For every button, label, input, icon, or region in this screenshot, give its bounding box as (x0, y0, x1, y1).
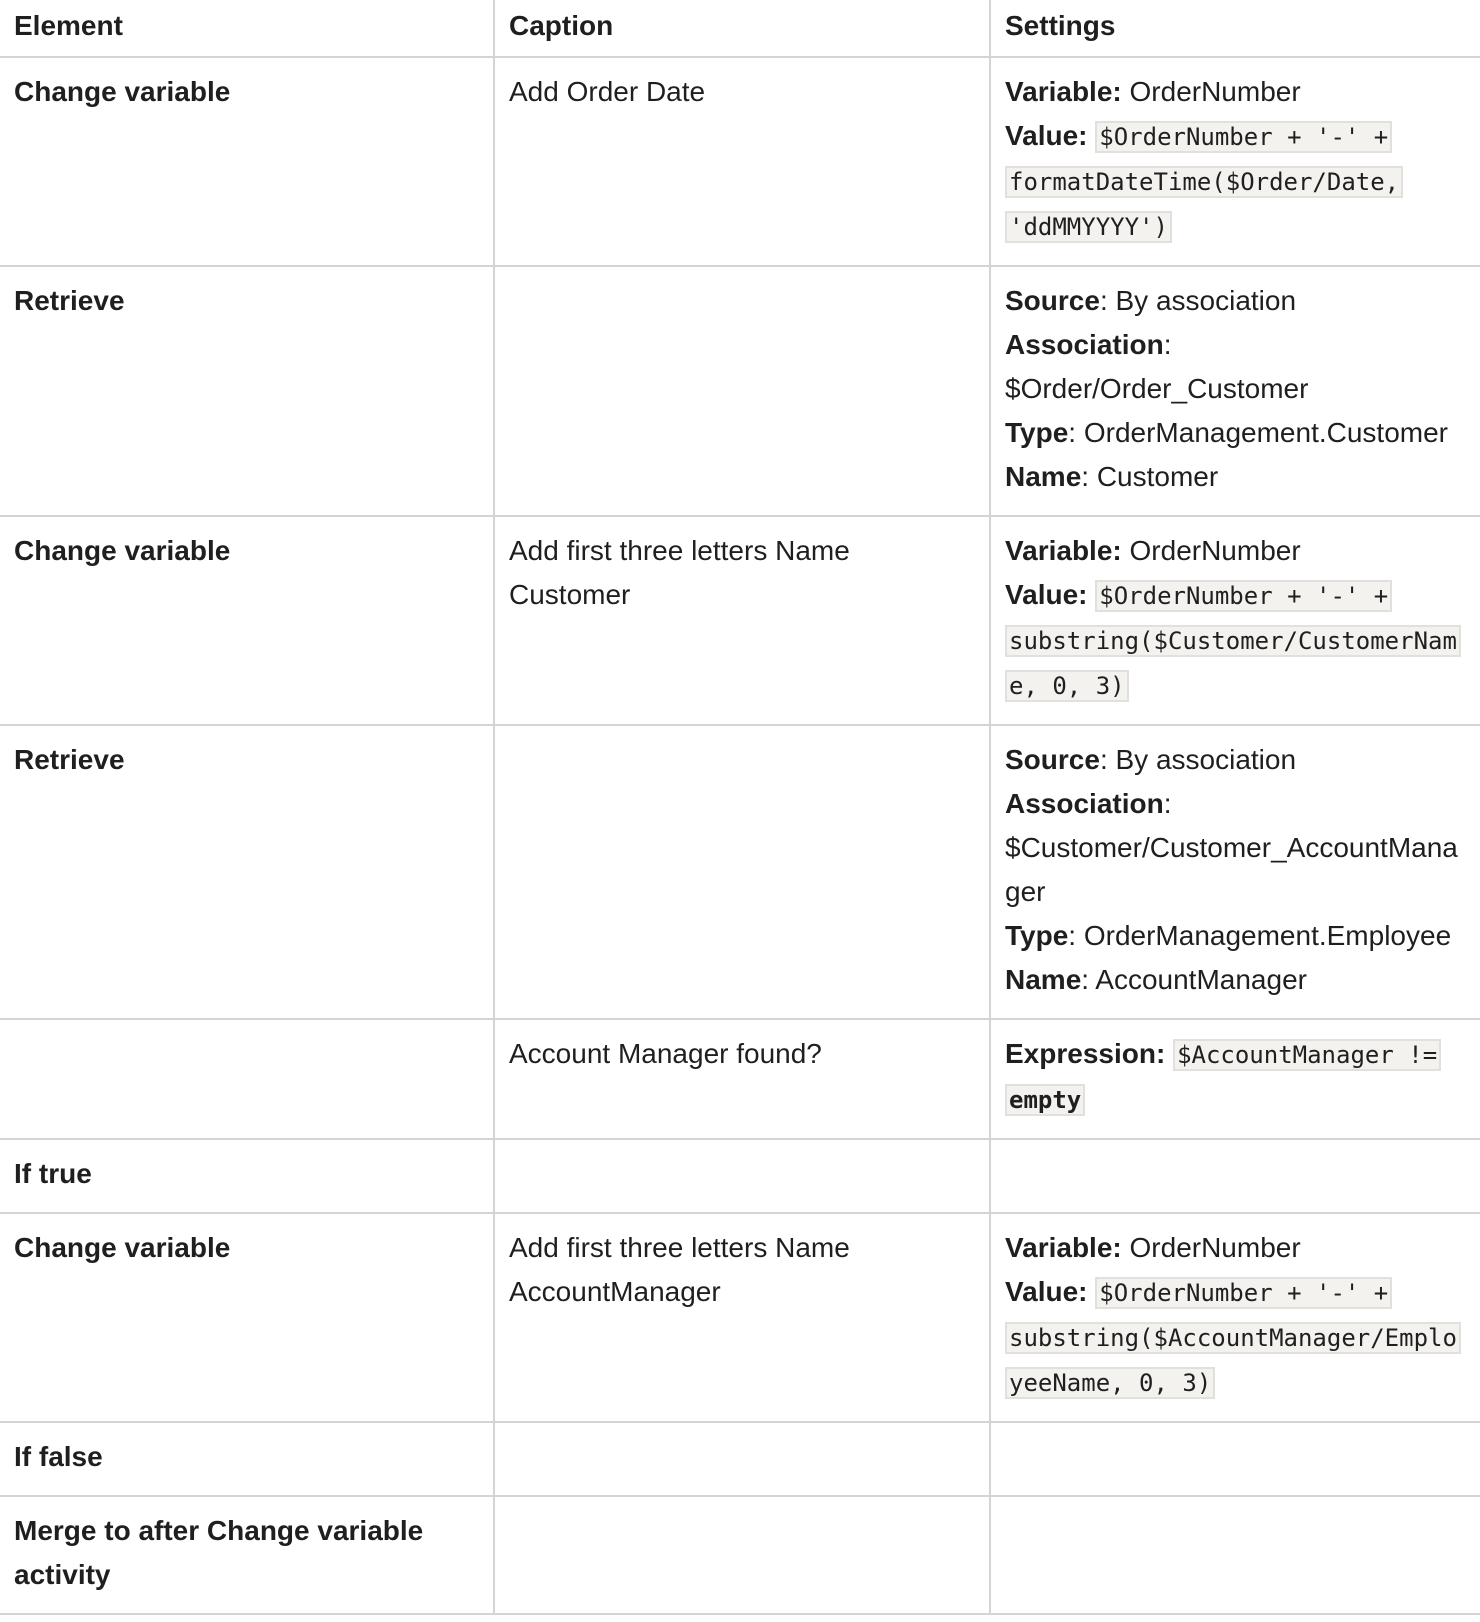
setting-name: Name: Customer (1005, 461, 1219, 492)
setting-label: Variable (1005, 76, 1113, 107)
header-element: Element (0, 0, 494, 57)
settings-cell (990, 1139, 1480, 1213)
element-cell: Change variable (0, 1213, 494, 1422)
setting-label: Association (1005, 329, 1164, 360)
caption-cell (494, 266, 990, 516)
settings-cell (990, 57, 1480, 266)
setting-label: Association (1005, 788, 1164, 819)
setting-label: Type (1005, 920, 1069, 951)
caption-cell (494, 1422, 990, 1496)
setting-label: Type (1005, 417, 1069, 448)
setting-value-expression (1005, 1270, 1464, 1405)
element-cell: Change variable (0, 516, 494, 725)
caption-cell (494, 1139, 990, 1213)
setting-label: Variable (1005, 535, 1113, 566)
setting-type: Type: OrderManagement.Employee (1005, 920, 1452, 951)
element-cell: Change variable (0, 57, 494, 266)
setting-value: Customer (1096, 461, 1219, 492)
setting-value-expression (1005, 573, 1464, 708)
setting-variable: Variable: OrderNumber (1005, 76, 1301, 107)
setting-variable: Variable: OrderNumber (1005, 535, 1301, 566)
setting-value: $Order/Order_Customer (1005, 373, 1309, 404)
setting-variable: Variable: OrderNumber (1005, 1232, 1301, 1263)
code-snippet: $OrderNumber + '-' + formatDateTime($Order/Date, 'ddMMYYYY') (1005, 121, 1403, 243)
caption-cell: Add Order Date (494, 57, 990, 266)
setting-label: Value: (1005, 120, 1088, 151)
code-snippet: $AccountManager != (1173, 1039, 1441, 1071)
setting-association: Association: $Order/Order_Customer (1005, 329, 1309, 404)
settings-cell (990, 1496, 1480, 1614)
setting-label: Expression: (1005, 1038, 1166, 1069)
settings-cell (990, 1213, 1480, 1422)
caption-cell: Account Manager found? (494, 1019, 990, 1139)
caption-cell: Add first three letters Name Customer (494, 516, 990, 725)
setting-value: By association (1115, 285, 1297, 316)
element-cell (0, 1019, 494, 1139)
setting-association: Association: $Customer/Customer_AccountManager (1005, 788, 1458, 907)
element-cell: If false (0, 1422, 494, 1496)
setting-value: OrderManagement.Employee (1083, 920, 1452, 951)
setting-value: OrderNumber (1129, 1232, 1301, 1263)
code-snippet: $OrderNumber + '-' + substring($Customer/CustomerName, 0, 3) (1005, 580, 1461, 702)
table-row (0, 1019, 1480, 1139)
setting-expression (1005, 1032, 1464, 1122)
header-caption: Caption (494, 0, 990, 57)
setting-value-expression (1005, 114, 1464, 249)
code-keyword: empty (1005, 1084, 1085, 1116)
settings-cell (990, 725, 1480, 1019)
setting-value: OrderNumber (1129, 76, 1301, 107)
settings-cell (990, 1019, 1480, 1139)
setting-label: Name (1005, 964, 1082, 995)
caption-cell (494, 1496, 990, 1614)
setting-value: OrderNumber (1129, 535, 1301, 566)
settings-cell (990, 266, 1480, 516)
setting-value: AccountManager (1095, 964, 1307, 995)
element-cell: Merge to after Change variable activity (0, 1496, 494, 1614)
element-cell: If true (0, 1139, 494, 1213)
setting-label: Source (1005, 744, 1100, 775)
header-settings: Settings (990, 0, 1480, 57)
table-row (0, 725, 1480, 1019)
table-row (0, 1139, 1480, 1213)
settings-cell (990, 1422, 1480, 1496)
table-row (0, 516, 1480, 725)
setting-label: Source (1005, 285, 1100, 316)
settings-cell (990, 516, 1480, 725)
setting-value: By association (1115, 744, 1297, 775)
code-snippet: $OrderNumber + '-' + substring($AccountManager/EmployeeName, 0, 3) (1005, 1277, 1461, 1399)
table-row (0, 1496, 1480, 1614)
setting-source: Source: By association (1005, 744, 1297, 775)
setting-label: Value: (1005, 579, 1088, 610)
setting-label: Value: (1005, 1276, 1088, 1307)
table-row (0, 266, 1480, 516)
setting-value: $Customer/Customer_AccountManager (1005, 832, 1458, 907)
table-row (0, 1213, 1480, 1422)
caption-cell: Add first three letters Name AccountManager (494, 1213, 990, 1422)
setting-type: Type: OrderManagement.Customer (1005, 417, 1448, 448)
setting-source: Source: By association (1005, 285, 1297, 316)
element-cell: Retrieve (0, 725, 494, 1019)
table-row (0, 1422, 1480, 1496)
element-cell: Retrieve (0, 266, 494, 516)
setting-name: Name: AccountManager (1005, 964, 1307, 995)
table-row (0, 57, 1480, 266)
setting-value: OrderManagement.Customer (1083, 417, 1448, 448)
setting-label: Variable (1005, 1232, 1113, 1263)
caption-cell (494, 725, 990, 1019)
setting-label: Name (1005, 461, 1082, 492)
table-header-row (0, 0, 1480, 57)
